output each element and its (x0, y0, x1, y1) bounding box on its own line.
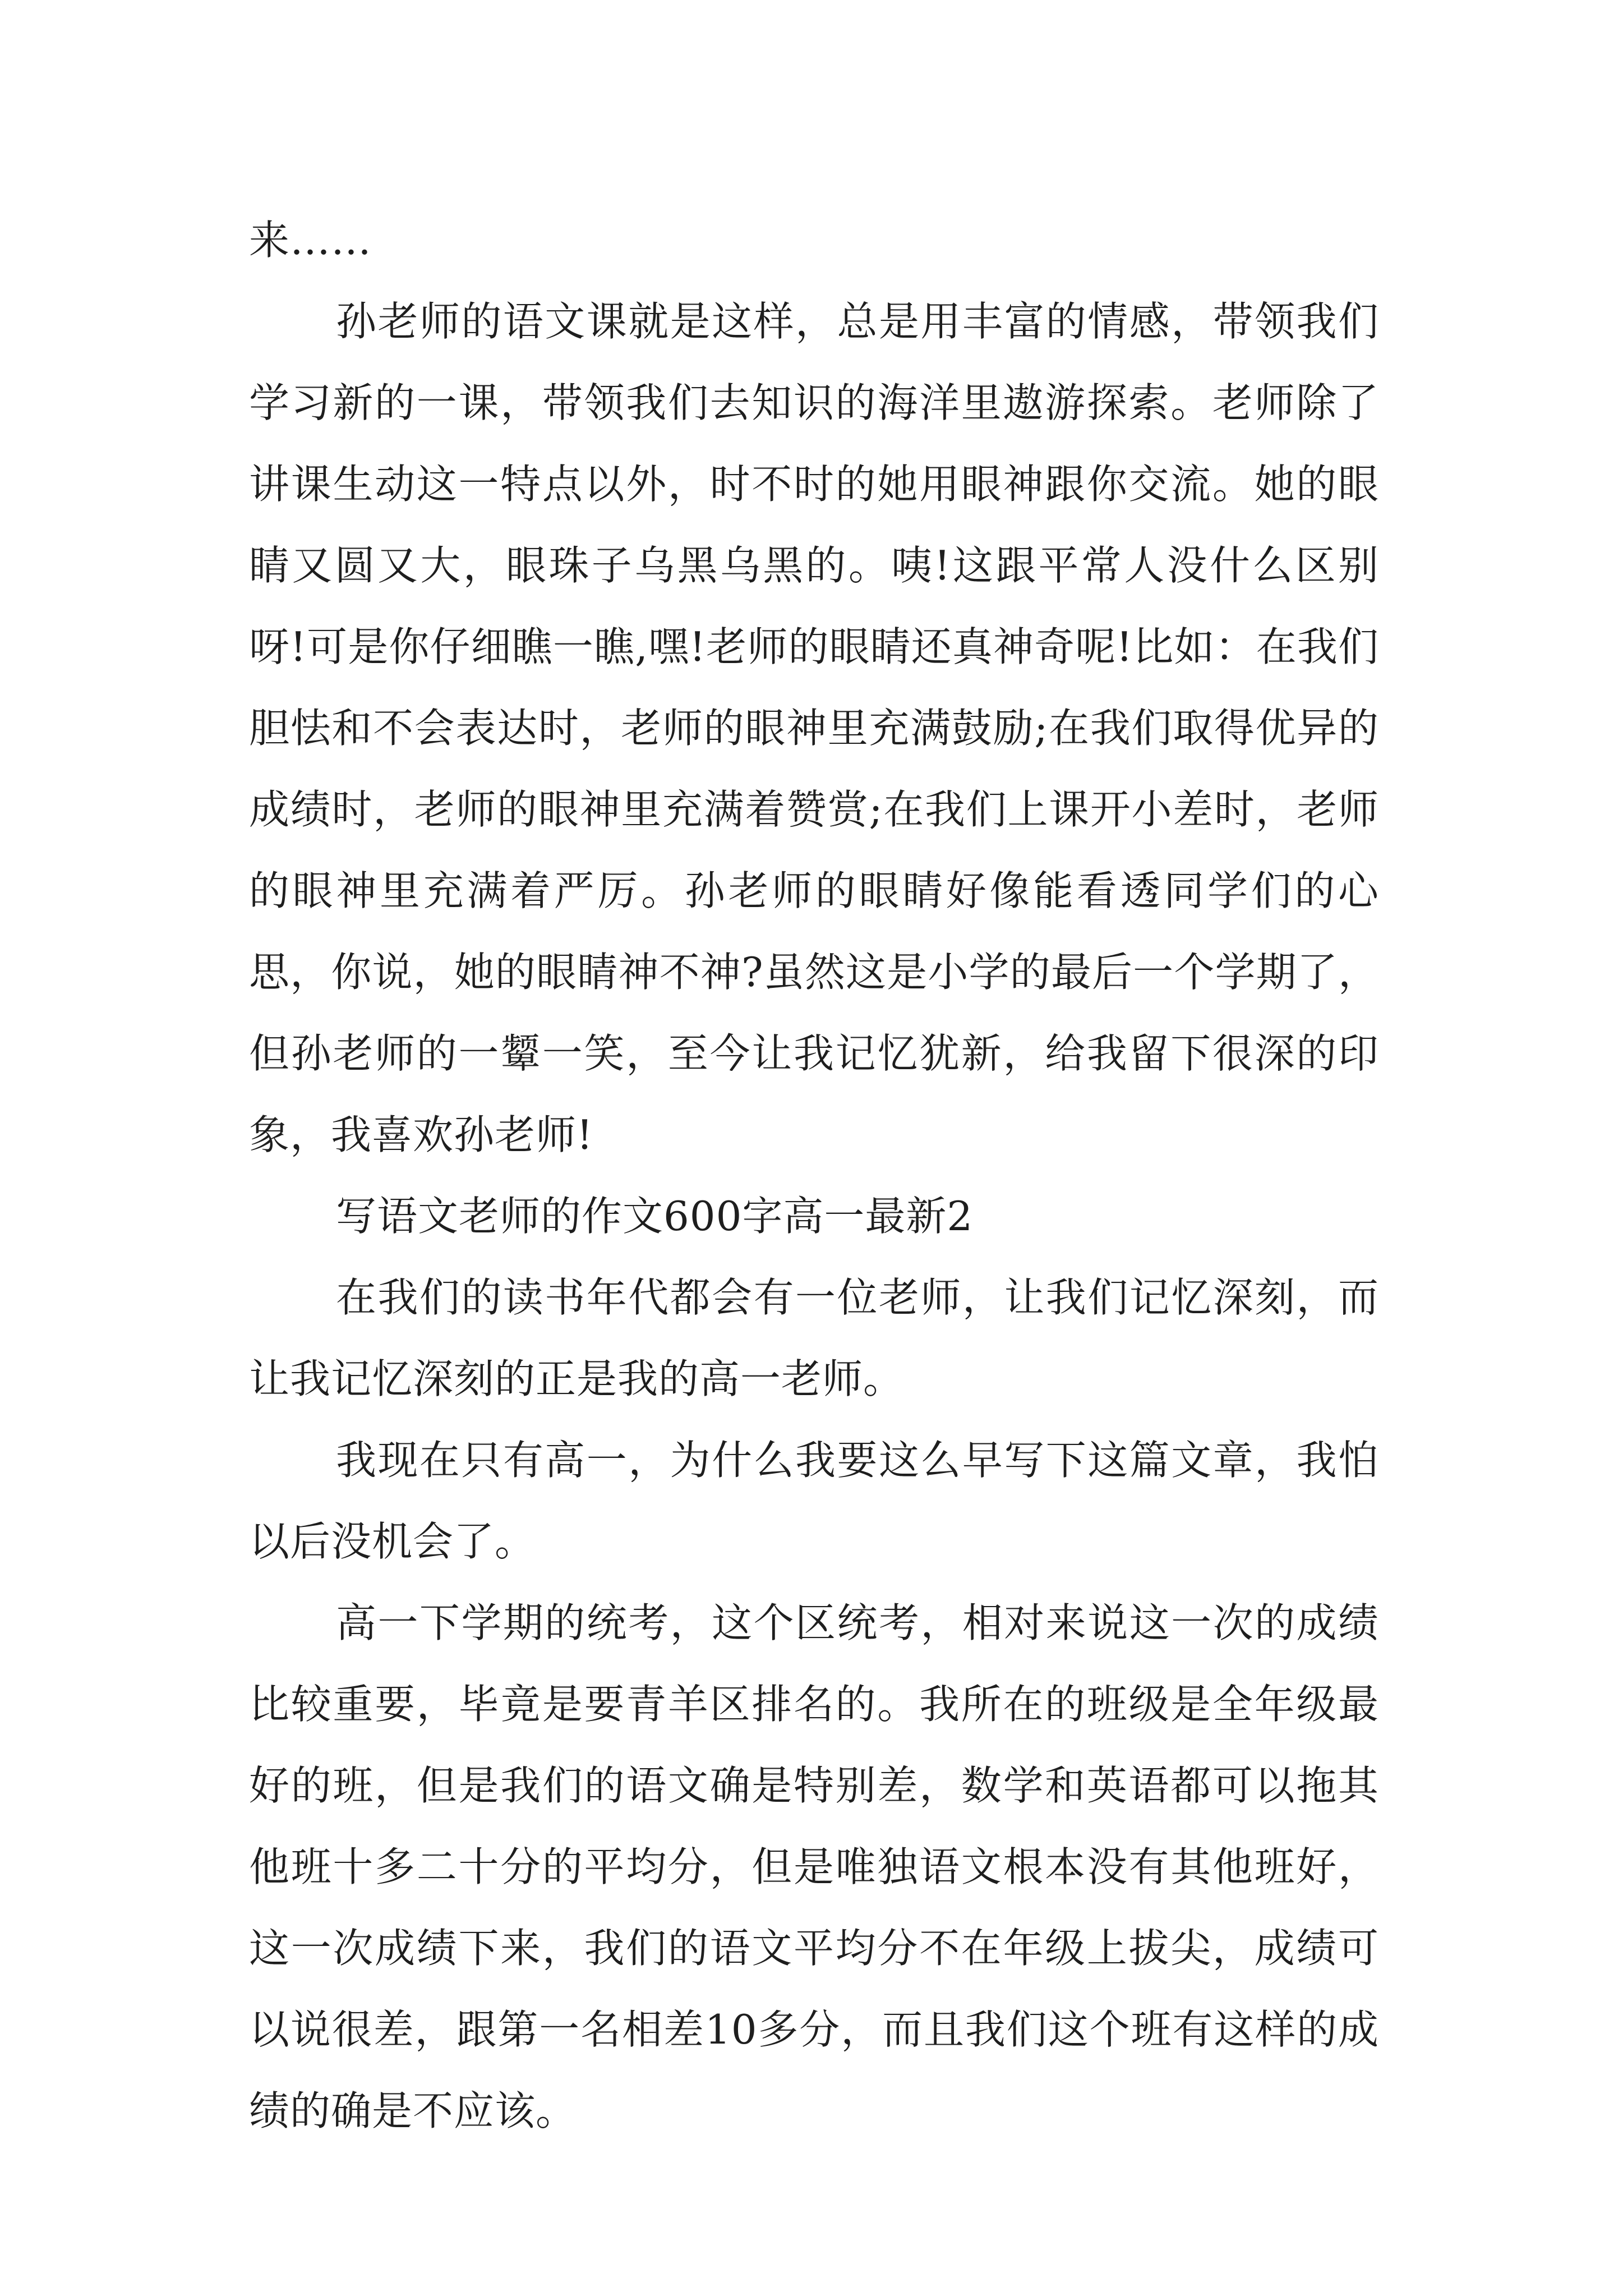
essay-heading: 写语文老师的作文600字高一最新2 (336, 1193, 974, 1240)
paragraph-teacher-sun: 孙老师的语文课就是这样，总是用丰富的情感，带领我们学习新的一课，带领我们去知识的海洋里遨游探索。老师除了讲课生动这一特点以外，时不时的她用眼神跟你交流。她的眼睛又圆又大，眼珠子乌黑乌黑的。咦!这跟平常人没什么区别呀!可是你仔细瞧一瞧,嘿!老师的眼睛还真神奇呢!比如：在我们胆怯和不会表达时，老师的眼神里充满鼓励;在我们取得优异的成绩时，老师的眼神里充满着赞赏;在我们上课开小差时，老师的眼神里充满着严厉。孙老师的眼睛好像能看透同学们的心思，你说，她的眼睛神不神?虽然这是小学的最后一个学期了，但孙老师的一颦一笑，至今让我记忆犹新，给我留下很深的印象，我喜欢孙老师! (249, 298, 1379, 1158)
paragraph-continuation: 来…… (249, 217, 372, 264)
paragraph-exam: 高一下学期的统考，这个区统考，相对来说这一次的成绩比较重要，毕竟是要青羊区排名的。我所在的班级是全年级最好的班，但是我们的语文确是特别差，数学和英语都可以拖其他班十多二十分的平均分，但是唯独语文根本没有其他班好，这一次成绩下来，我们的语文平均分不在年级上拔尖，成绩可以说很差，跟第一名相差10多分，而且我们这个班有这样的成绩的确是不应该。 (249, 1599, 1379, 2134)
document-body (249, 200, 1379, 2152)
paragraph-memory: 在我们的读书年代都会有一位老师，让我们记忆深刻，而让我记忆深刻的正是我的高一老师。 (249, 1274, 1379, 1402)
paragraph-why-write: 我现在只有高一，为什么我要这么早写下这篇文章，我怕以后没机会了。 (249, 1437, 1379, 1565)
